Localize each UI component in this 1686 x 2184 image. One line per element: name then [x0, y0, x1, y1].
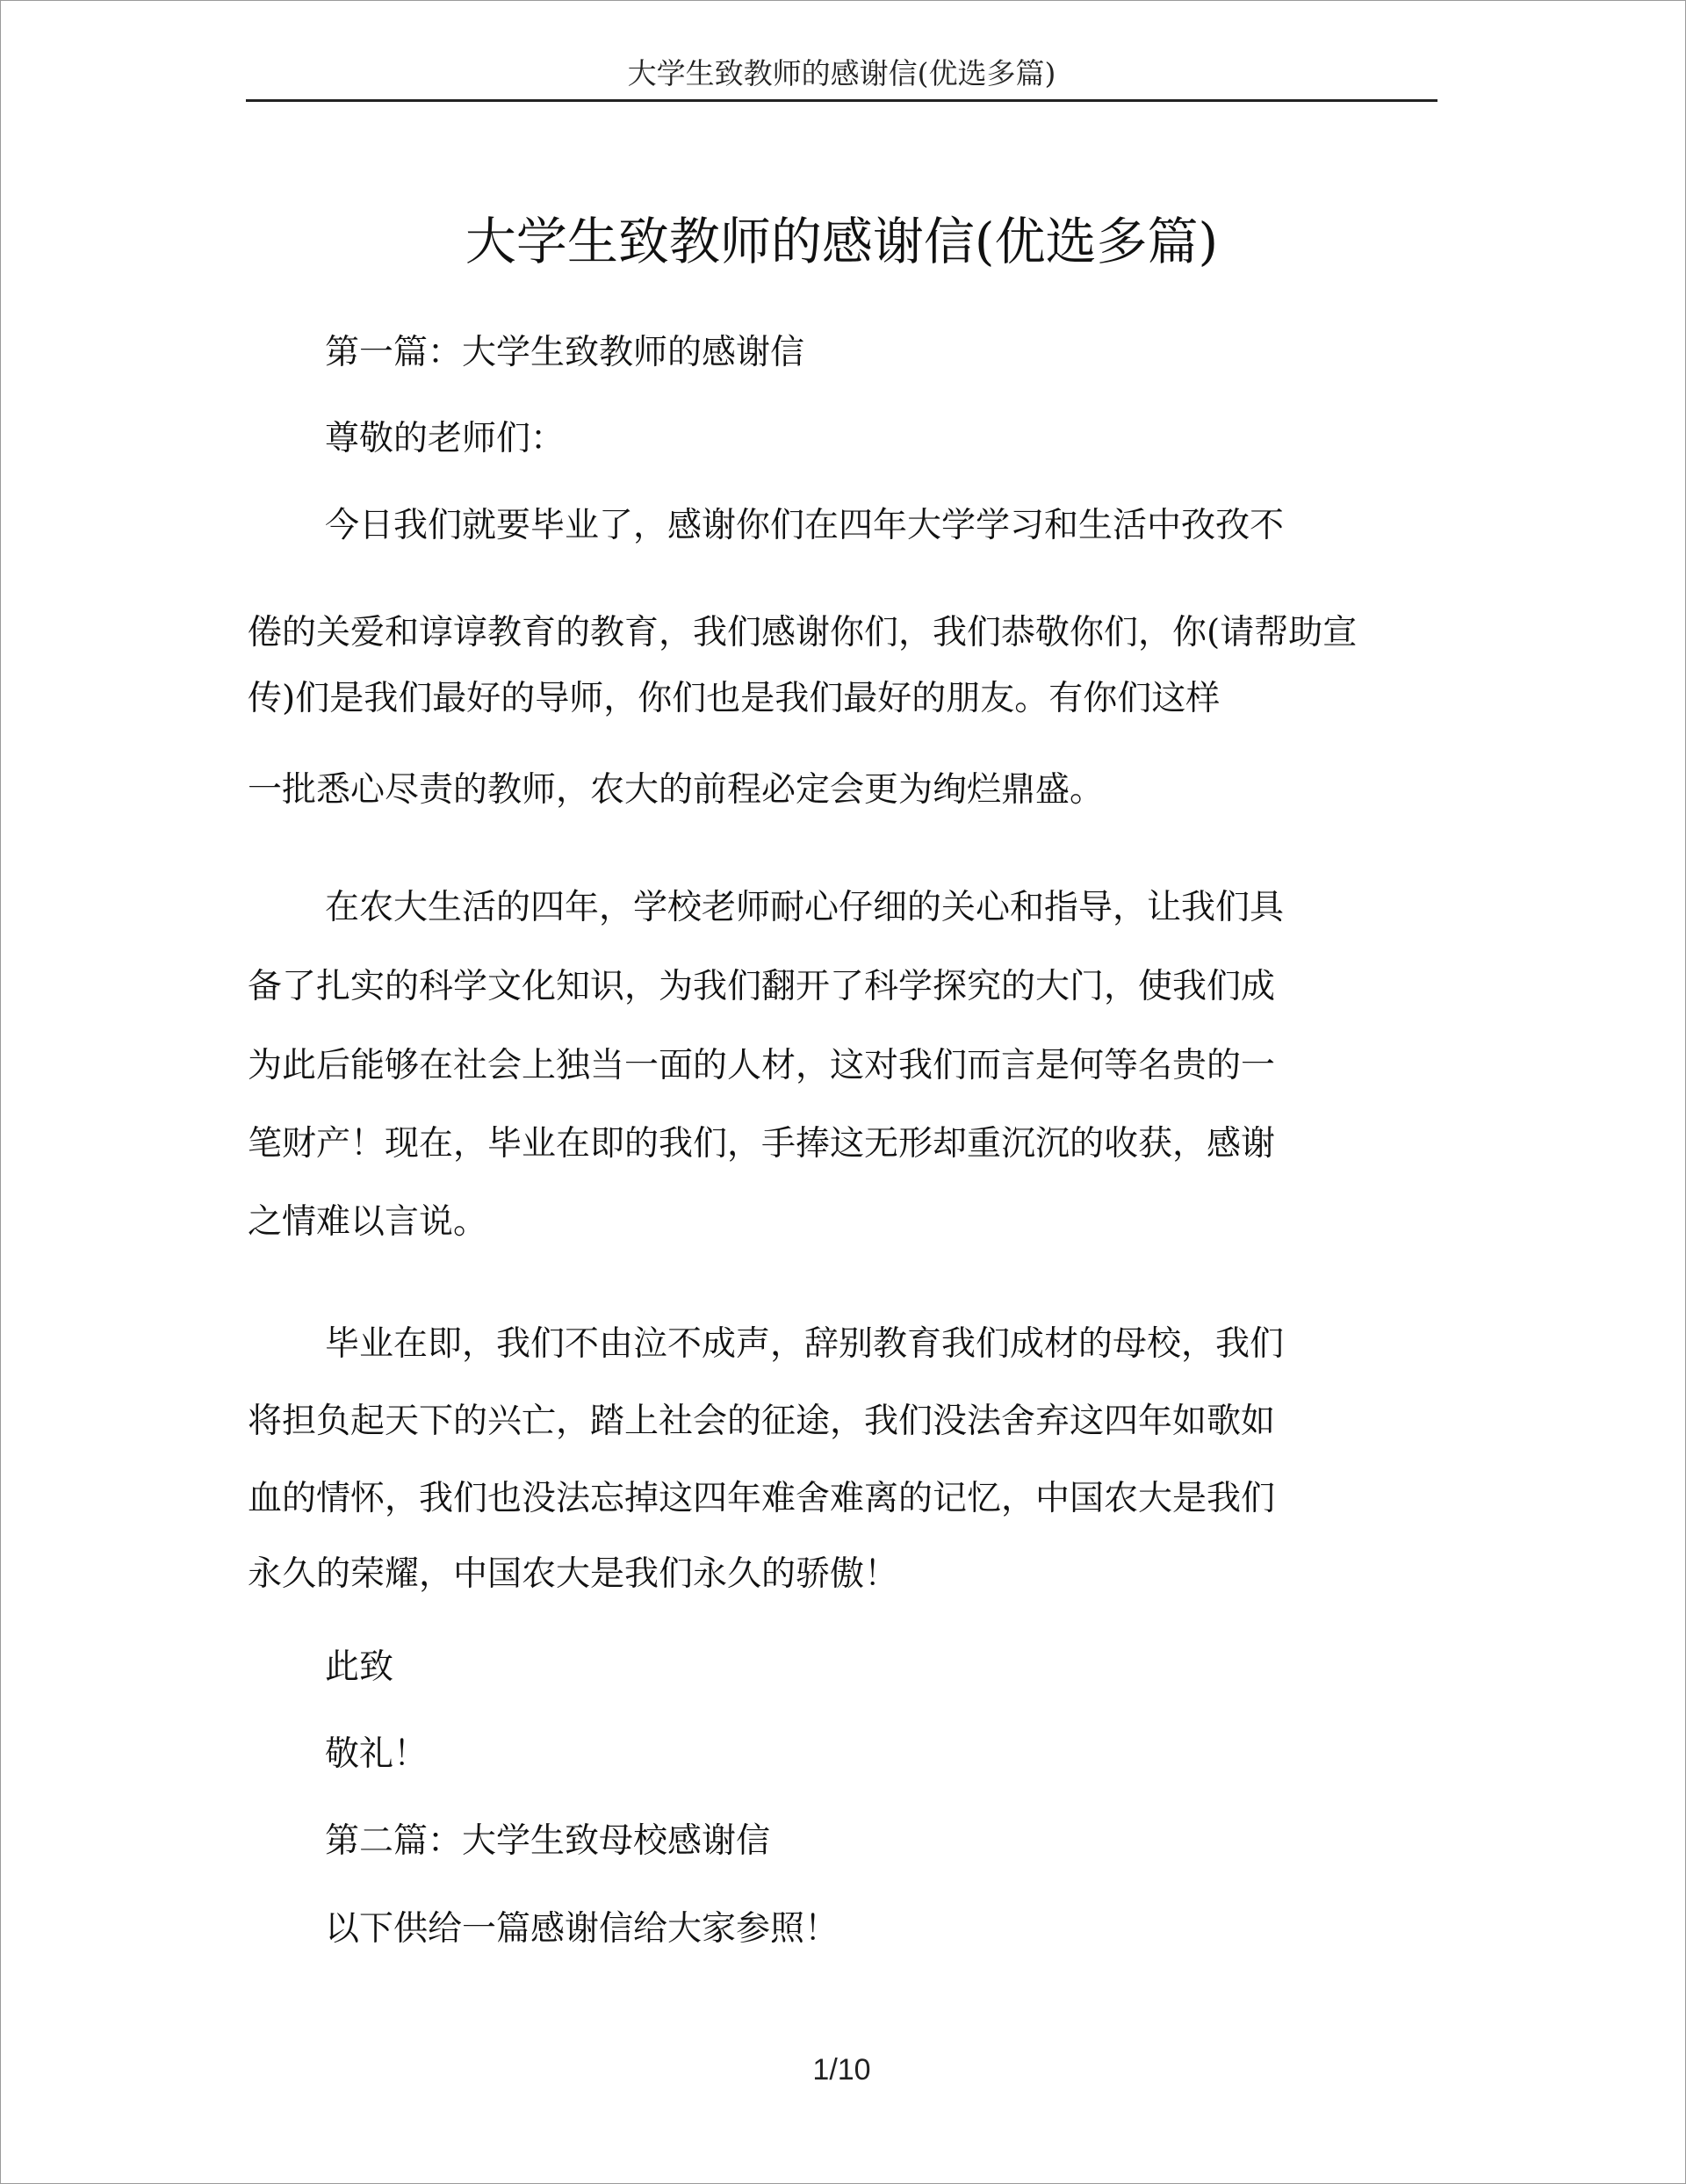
paragraph-line: 将担负起天下的兴亡，踏上社会的征途，我们没法舍弃这四年如歌如: [248, 1402, 1276, 1441]
paragraph-line: 备了扎实的科学文化知识，为我们翻开了科学探究的大门，使我们成: [248, 967, 1276, 1006]
running-header: 大学生致教师的感谢信(优选多篇): [627, 56, 1056, 90]
paragraph-line: 为此后能够在社会上独当一面的人材，这对我们而言是何等名贵的一: [248, 1046, 1276, 1085]
closing-line: 此致: [325, 1647, 394, 1687]
paragraph-line: 笔财产！现在，毕业在即的我们，手捧这无形却重沉沉的收获，感谢: [248, 1124, 1276, 1164]
paragraph-line: 倦的关爱和谆谆教育的教育，我们感谢你们，我们恭敬你们，你(请帮助宣: [248, 613, 1358, 652]
paragraph-line: 毕业在即，我们不由泣不成声，辞别教育我们成材的母校，我们: [325, 1324, 1285, 1364]
paragraph-line: 在农大生活的四年，学校老师耐心仔细的关心和指导，让我们具: [325, 888, 1285, 927]
closing-line: 敬礼！: [325, 1734, 429, 1774]
paragraph-line: 传)们是我们最好的导师，你们也是我们最好的朋友。有你们这样: [248, 679, 1221, 718]
section-heading-1: 第一篇：大学生致教师的感谢信: [325, 333, 805, 372]
salutation: 尊敬的老师们：: [325, 419, 566, 458]
paragraph-line: 之情难以言说。: [248, 1202, 488, 1242]
paragraph-line: 永久的荣耀，中国农大是我们永久的骄傲！: [248, 1554, 899, 1594]
section-heading-2: 第二篇：大学生致母校感谢信: [325, 1821, 771, 1861]
paragraph-line: 一批悉心尽责的教师，农大的前程必定会更为绚烂鼎盛。: [248, 770, 1105, 810]
paragraph-line: 血的情怀，我们也没法忘掉这四年难舍难离的记忆，中国农大是我们: [248, 1479, 1276, 1518]
document-title: 大学生致教师的感谢信(优选多篇): [465, 212, 1219, 271]
paragraph-line: 以下供给一篇感谢信给大家参照！: [325, 1909, 839, 1949]
paragraph-line: 今日我们就要毕业了，感谢你们在四年大学学习和生活中孜孜不: [325, 506, 1285, 545]
page-number: 1/10: [812, 2053, 871, 2087]
header-rule: [246, 99, 1437, 102]
